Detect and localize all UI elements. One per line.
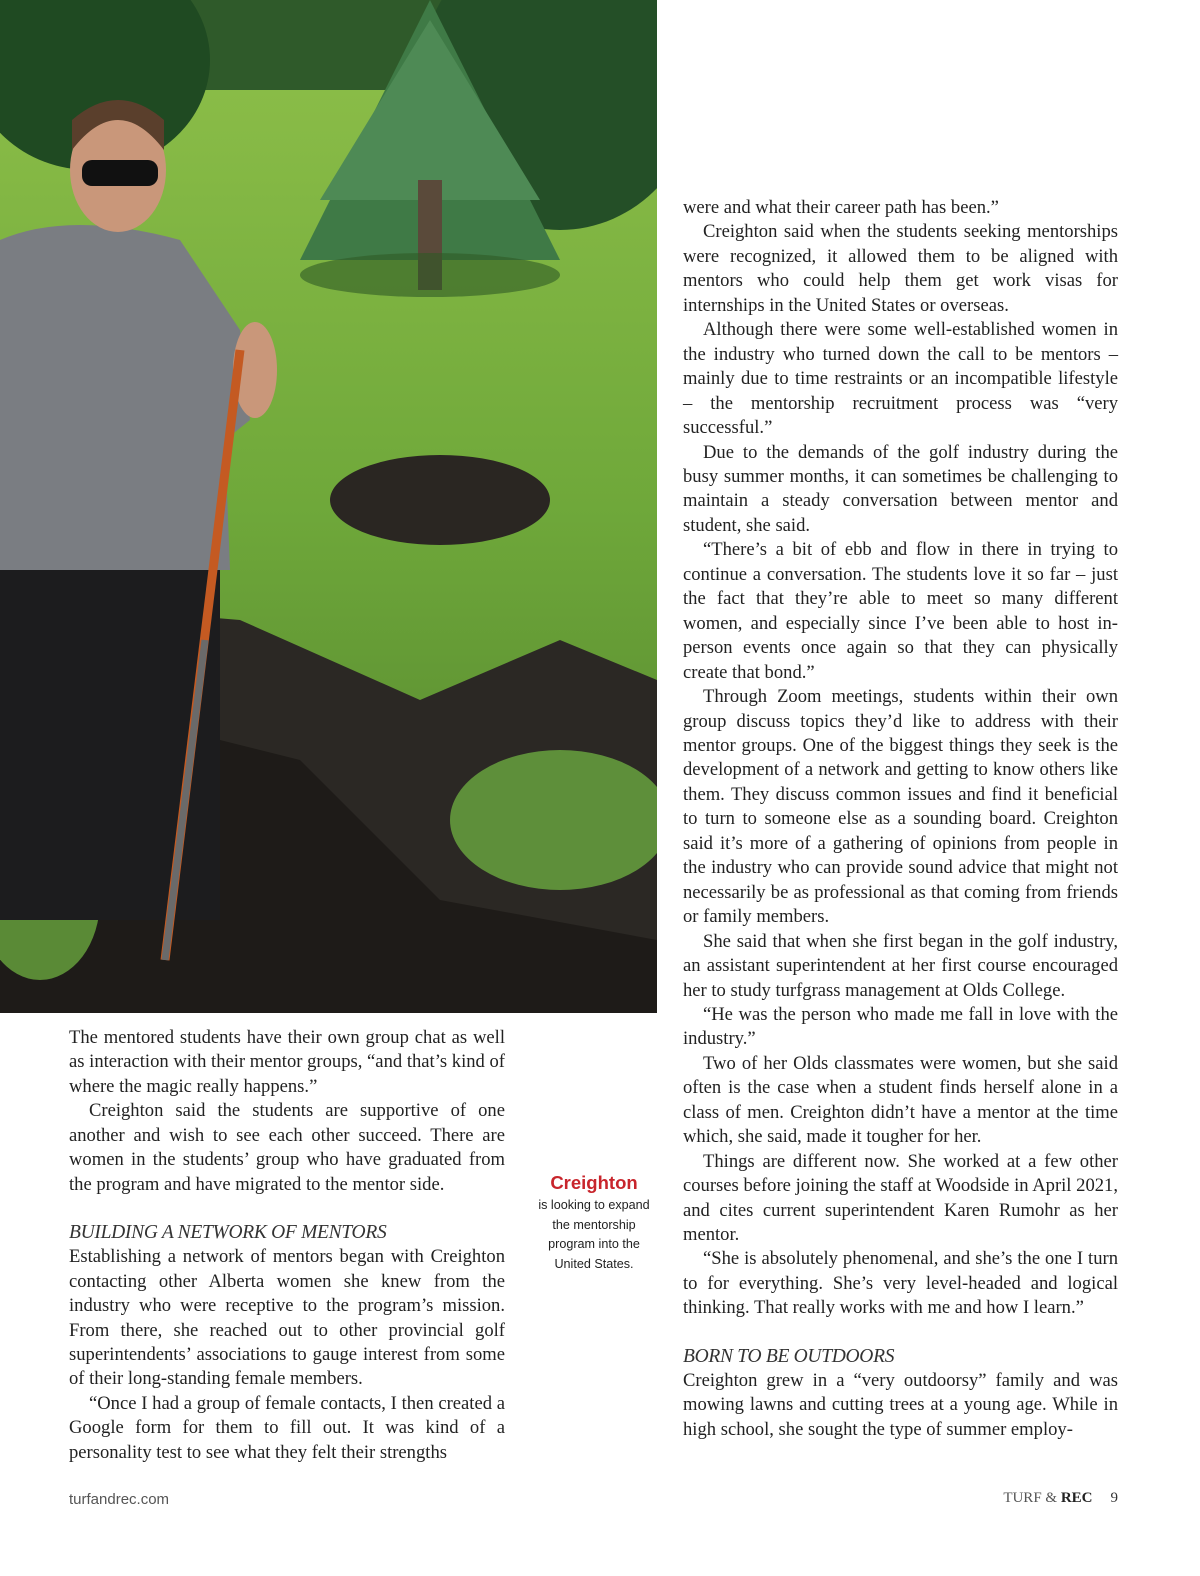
left-column <box>69 1026 505 1465</box>
paragraph: The mentored students have their own group chat as well as interaction with their mentor groups, “and that’s kind of where the magic really happens.” <box>69 1027 505 1097</box>
right-column <box>683 196 1118 1442</box>
paragraph: Creighton grew in a “very outdoorsy” family and was mowing lawns and cutting trees at a young age. While in high school, she sought the type of summer employ- <box>683 1369 1118 1440</box>
photo-woman-with-shovel-icon <box>0 0 657 1013</box>
paragraph: Things are different now. She worked at a few other courses before joining the staff at Woodside in April 2021, and cites current superintendent Karen Rumohr as her mentor. <box>683 1150 1118 1246</box>
paragraph: She said that when she first began in the golf industry, an assistant superintendent at her first course encouraged her to study turfgrass management at Olds College. <box>683 930 1118 1001</box>
paragraph: Creighton said when the students seeking mentorships were recognized, it allowed them to be aligned with mentors who could help them get work visas for internships in the United States or overseas. <box>683 221 1118 316</box>
section-subhead: BUILDING A NETWORK OF MENTORS <box>69 1222 387 1244</box>
caption-name: Creighton <box>550 1172 638 1193</box>
paragraph: Creighton said the students are supportive of one another and wish to see each other succeed. There are women in the students’ group who have graduated from the program and have migrated to the mentor side. <box>69 1100 505 1195</box>
article-photo <box>0 0 657 1013</box>
page-number: 9 <box>1110 1490 1118 1506</box>
paragraph: Due to the demands of the golf industry during the busy summer months, it can sometimes be challenging to maintain a steady conversation between mentor and student, she said. <box>683 441 1118 536</box>
paragraph: “There’s a bit of ebb and flow in there in trying to continue a conversation. The students love it so far – just the fact that they’re able to meet so many different women, and especially since I’ve been able to host in-person events once again so that they can physically create that bond.” <box>683 539 1118 683</box>
paragraph: “She is absolutely phenomenal, and she’s the one I turn to for everything. She’s very level-headed and logical thinking. That really works with me and how I learn.” <box>683 1248 1118 1319</box>
paragraph: Establishing a network of mentors began with Creighton contacting other Alberta women she knew from the industry who were receptive to the program’s mission. From there, she reached out to other provincial golf superintendents’ associations to gauge interest from some of their long-standing female members. <box>69 1246 505 1390</box>
footer-brand-bold: REC <box>1060 1490 1093 1506</box>
caption-text: is looking to expand the mentorship program into the United States. <box>538 1198 650 1271</box>
paragraph: were and what their career path has been.” <box>683 197 999 218</box>
paragraph: “He was the person who made me fall in love with the industry.” <box>683 1003 1118 1050</box>
paragraph: Through Zoom meetings, students within their own group discuss topics they’d like to address with their mentor groups. One of the biggest things they seek is the development of a network and getting to know others like them. They discuss common issues and find it beneficial to turn to someone else as a sounding board. Creighton said it’s more of a gathering of opinions from people in the industry who can provide sound advice that might not necessarily be as professional as that coming from friends or family members. <box>683 686 1118 928</box>
paragraph: Two of her Olds classmates were women, but she said often is the case when a student finds herself alone in a class of men. Creighton didn’t have a mentor at the time which, she said, made it tougher for her. <box>683 1052 1118 1148</box>
footer-website: turfandrec.com <box>69 1491 170 1508</box>
paragraph: Although there were some well-established women in the industry who turned down the call to be mentors – mainly due to time restraints or an incompatible lifestyle – the mentorship recruitment process was “very successful.” <box>683 319 1118 439</box>
section-subhead: BORN TO BE OUTDOORS <box>683 1345 895 1367</box>
paragraph: “Once I had a group of female contacts, I then created a Google form for them to fill out. It was kind of a personality test to see what they felt their strengths <box>69 1392 505 1463</box>
photo-caption <box>532 1170 656 1274</box>
footer-brand-light: TURF & <box>1003 1490 1061 1506</box>
footer-brand <box>1003 1490 1118 1507</box>
